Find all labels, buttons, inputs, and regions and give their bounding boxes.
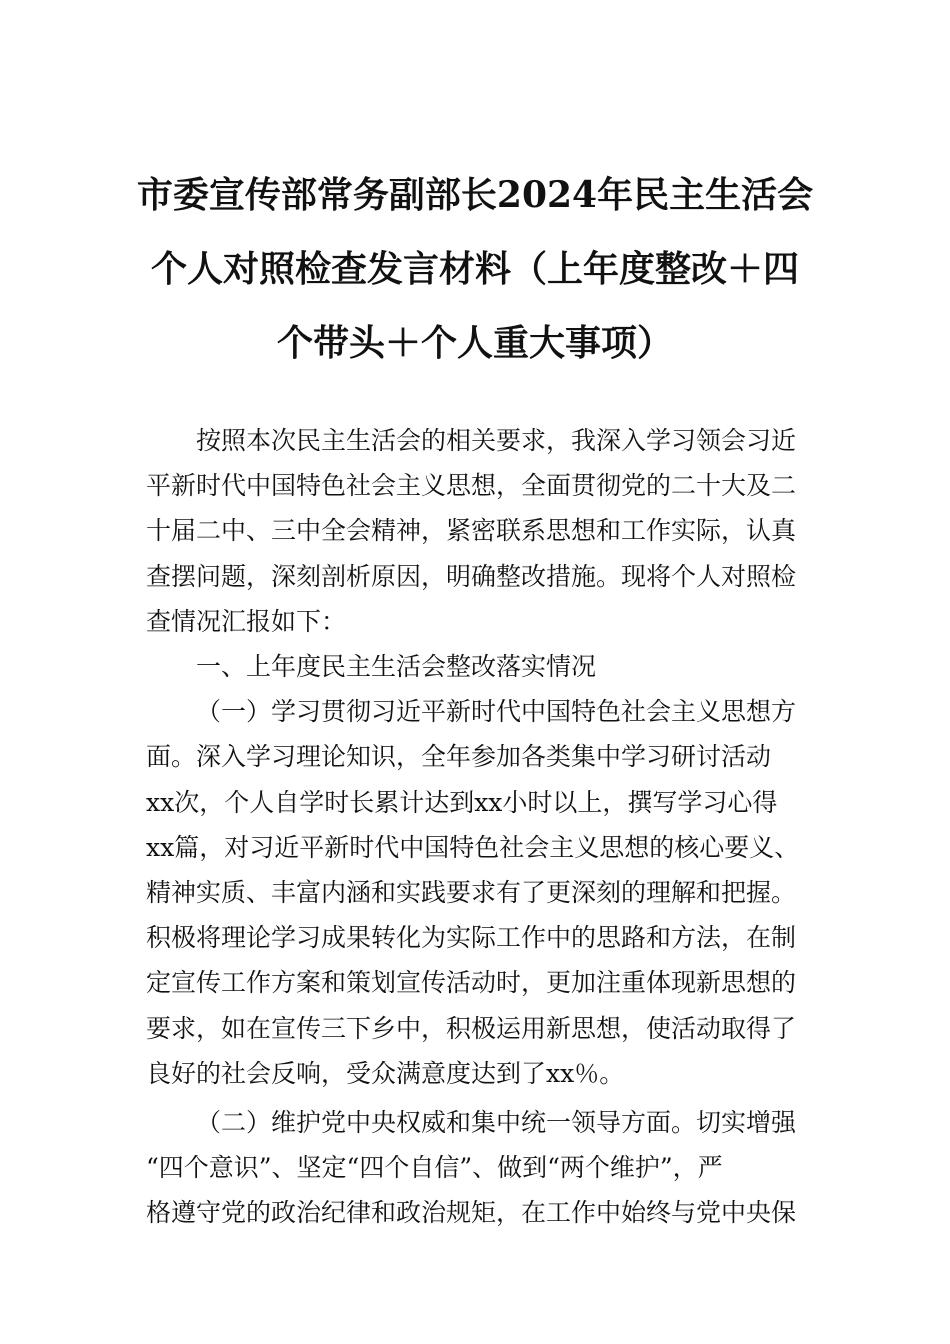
para1-line-1: （一）学习贯彻习近平新时代中国特色社会主义思想方 (196, 697, 797, 727)
para2-line-3: 格遵守党的政治纪律和政治规矩，在工作中始终与党中央保 (146, 1198, 797, 1228)
title-line-3: 个带头＋个人重大事项） (276, 322, 673, 364)
title-line-1: 市委宣传部常务副部长2024年民主生活会 (136, 174, 814, 216)
intro-line-1: 按照本次民主生活会的相关要求，我深入学习领会习近 (196, 426, 797, 455)
para2-line-1: （二）维护党中央权威和集中统一领导方面。切实增强 (196, 1108, 797, 1138)
para1-line-8: 要求，如在宣传三下乡中，积极运用新思想，使活动取得了 (146, 1013, 797, 1043)
para1-line-2: 面。深入学习理论知识，全年参加各类集中学习研讨活动 (146, 742, 772, 772)
intro-line-3: 十届二中、三中全会精神，紧密联系思想和工作实际，认真 (146, 516, 797, 546)
intro-line-5: 查情况汇报如下： (146, 606, 347, 636)
para2-line-2: “四个意识”、坚定“四个自信”、做到“两个维护”，严 (146, 1153, 723, 1183)
para1-line-9: 良好的社会反响，受众满意度达到了xx％。 (146, 1058, 625, 1088)
intro-line-4: 查摆问题，深刻剖析原因，明确整改措施。现将个人对照检 (146, 561, 797, 591)
para1-line-3: xx次，个人自学时长累计达到xx小时以上，撰写学习心得 (146, 787, 778, 817)
intro-paragraph (146, 418, 826, 644)
paragraph-study-thought (146, 689, 826, 1096)
para1-line-7: 定宣传工作方案和策划宣传活动时，更加注重体现新思想的 (146, 968, 797, 998)
document-title (120, 158, 830, 380)
para1-line-6: 积极将理论学习成果转化为实际工作中的思路和方法，在制 (146, 923, 797, 953)
intro-line-2: 平新时代中国特色社会主义思想，全面贯彻党的二十大及二 (146, 471, 797, 501)
document-body (146, 418, 826, 1236)
para1-line-5: 精神实质、丰富内涵和实践要求有了更深刻的理解和把握。 (146, 878, 797, 908)
paragraph-party-authority (146, 1100, 826, 1236)
para1-line-4: xx篇，对习近平新时代中国特色社会主义思想的核心要义、 (146, 832, 800, 862)
title-line-2: 个人对照检查发言材料（上年度整改＋四 (150, 248, 799, 290)
section-heading-1: 一、上年度民主生活会整改落实情况 (196, 652, 597, 682)
